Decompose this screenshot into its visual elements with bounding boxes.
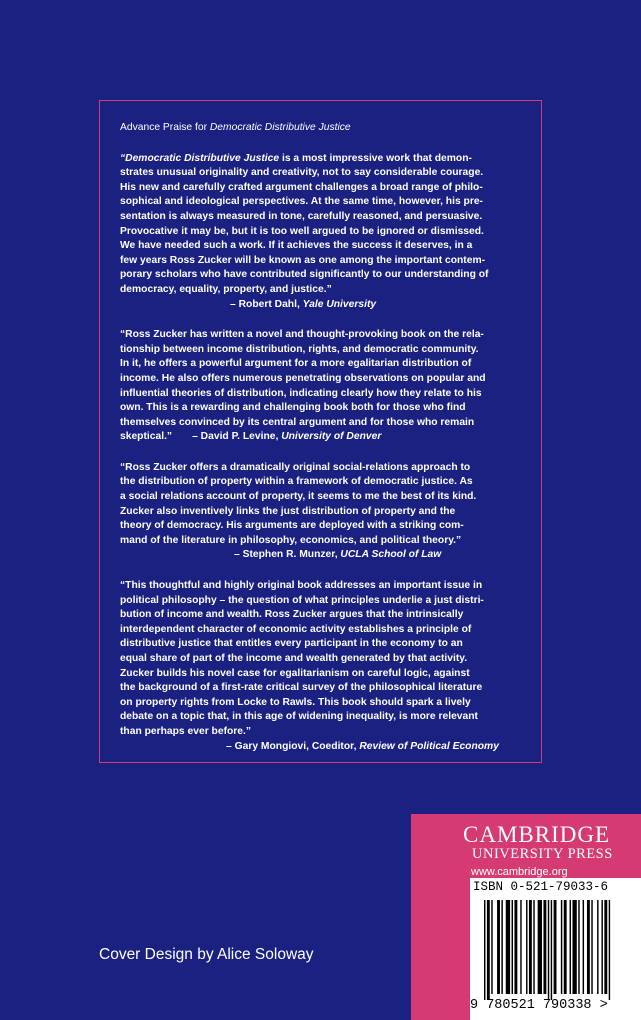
barcode-bar [561,900,562,994]
quote-line: mand of the literature in philosophy, economics, and political theory.” [120,534,462,546]
barcode-icon [470,900,641,1000]
quote-line: We have needed such a work. If it achieves the success it deserves, in a [120,240,473,252]
quote-line: a social relations account of property, it seems to me the best of its kind. [120,491,477,503]
heading-prefix: Advance Praise for [120,122,210,133]
barcode-bar [514,900,517,994]
quote-line: own. This is a rewarding and challenging book both for those who find [120,402,466,414]
quote-line: Zucker also inventively links the just distribution of property and the [120,505,456,517]
quote-line: Zucker builds his novel case for egalitarianism on careful logic, against [120,667,470,679]
barcode-bar [543,900,546,994]
quote-line: sentation is always measured in tone, carefully reasoned, and persuasive. [120,210,483,222]
quote-line: influential theories of distribution, indicating clearly how they relate to his [120,387,482,399]
publisher-url: www.cambridge.org [471,866,568,878]
barcode-bar [487,900,490,1000]
praise-heading [120,121,525,136]
quote-line: themselves convinced by its central argument and for those who remain [120,416,475,428]
quote-line: democracy, equality, property, and justice.” [120,283,332,295]
praise-quote-munzer [120,461,525,563]
quote-attribution [120,740,525,755]
barcode-bar [564,900,567,994]
barcode-bar [554,900,557,994]
barcode-bar [583,900,584,994]
quote-line: strates unusual originality and creativity, not to say considerable courage. [120,167,484,179]
quote-line: tionship between income distribution, rights, and democratic community. [120,343,479,355]
barcode-bar [548,900,549,1000]
quote-line: few years Ross Zucker will be known as one among the important contem- [120,254,486,266]
quote-line: political philosophy – the question of what principles underlie a just distri- [120,594,484,606]
quote-line: the distribution of property within a framework of democratic justice. As [120,476,473,488]
quote-line: interdependent character of economic activity establishes a principle of [120,623,472,635]
isbn-label: ISBN 0-521-79033-6 [473,880,609,894]
quote-line: is a most impressive work that demon- [279,152,472,164]
quote-line: income. He also offers numerous penetrating observations on popular and [120,372,486,384]
quote-line: sophical and ideological perspectives. At the same time, however, his pre- [120,196,483,208]
attribution-affiliation: Review of Political Economy [359,740,499,752]
quote-last-line [120,430,525,445]
barcode-panel [470,878,641,1020]
barcode-digits: 9 780521 790338 > [470,998,608,1013]
attribution-name: – Stephen R. Munzer, [234,549,341,561]
praise-quote-levine [120,328,525,445]
barcode-bar [512,900,513,994]
barcode-bar [533,900,534,994]
attribution-name: – Gary Mongiovi, Coeditor, [226,740,360,752]
barcode-bar [570,900,571,994]
quote-attribution [120,298,525,313]
barcode-bar [597,900,598,994]
quote-line: on property rights from Locke to Rawls. This book should spark a lively [120,696,471,708]
quote-line: “This thoughtful and highly original book addresses an important issue in [120,580,483,592]
barcode-bar [609,900,610,1000]
quote-line: Provocative it may be, but it is too well argued to be ignored or dismissed. [120,225,484,237]
quote-line: the background of a first-rate critical survey of the philosophical literature [120,682,483,694]
barcode-bar [572,900,576,994]
barcode-bar [526,900,527,994]
praise-quote-mongiovi [120,579,525,754]
praise-box [99,100,542,763]
barcode-bar [529,900,532,994]
quote-line: skeptical.” [120,431,173,443]
quote-line: debate on a topic that, in this age of widening inequality, is more relevant [120,711,478,723]
quote-line: His new and carefully crafted argument challenges a broad range of philo- [120,181,483,193]
barcode-bar [538,900,542,994]
cover-design-credit: Cover Design by Alice Soloway [99,946,314,963]
barcode-bar [491,900,492,994]
barcode-bar [520,900,521,994]
quote-line: In it, he offers a powerful argument for a more egalitarian distribution of [120,358,472,370]
barcode-bar [497,900,500,994]
quote-attribution [120,548,525,563]
barcode-bar [501,900,502,994]
praise-content [120,121,525,770]
barcode-bar [601,900,602,994]
quote-line: “Ross Zucker offers a dramatically original social-relations approach to [120,461,471,473]
barcode-bar [578,900,579,994]
quote-line: porary scholars who have contributed significantly to our understanding of [120,269,489,281]
attribution-affiliation: University of Denver [281,431,382,443]
quote-lead-title: “Democratic Distributive Justice [120,152,280,164]
quote-line: distributive justice that entitles every participant in the economy to an [120,638,463,650]
attribution-name: – David P. Levine, [192,431,282,443]
barcode-bar [591,900,592,994]
heading-title: Democratic Distributive Justice [209,122,351,133]
barcode-bar [506,900,510,994]
praise-quote-dahl [120,152,525,313]
quote-line: “Ross Zucker has written a novel and thought-provoking book on the rela- [120,329,484,341]
barcode-bar [551,900,552,1000]
attribution-affiliation: Yale University [302,298,377,310]
publisher-name: CAMBRIDGE [463,822,611,847]
quote-line: than perhaps ever before.” [120,725,252,737]
quote-line: theory of democracy. His arguments are deployed with a striking com- [120,520,464,532]
quote-line: equal share of part of the income and wealth generated by that activity. [120,653,468,664]
barcode-bar [484,900,485,1000]
barcode-bar [604,900,607,994]
attribution-affiliation: UCLA School of Law [340,549,442,561]
barcode-bar [587,900,590,994]
quote-line: bution of income and wealth. Ross Zucker argues that the intrinsically [120,609,464,621]
publisher-press: UNIVERSITY PRESS [472,846,613,862]
attribution-name: – Robert Dahl, [230,298,303,310]
